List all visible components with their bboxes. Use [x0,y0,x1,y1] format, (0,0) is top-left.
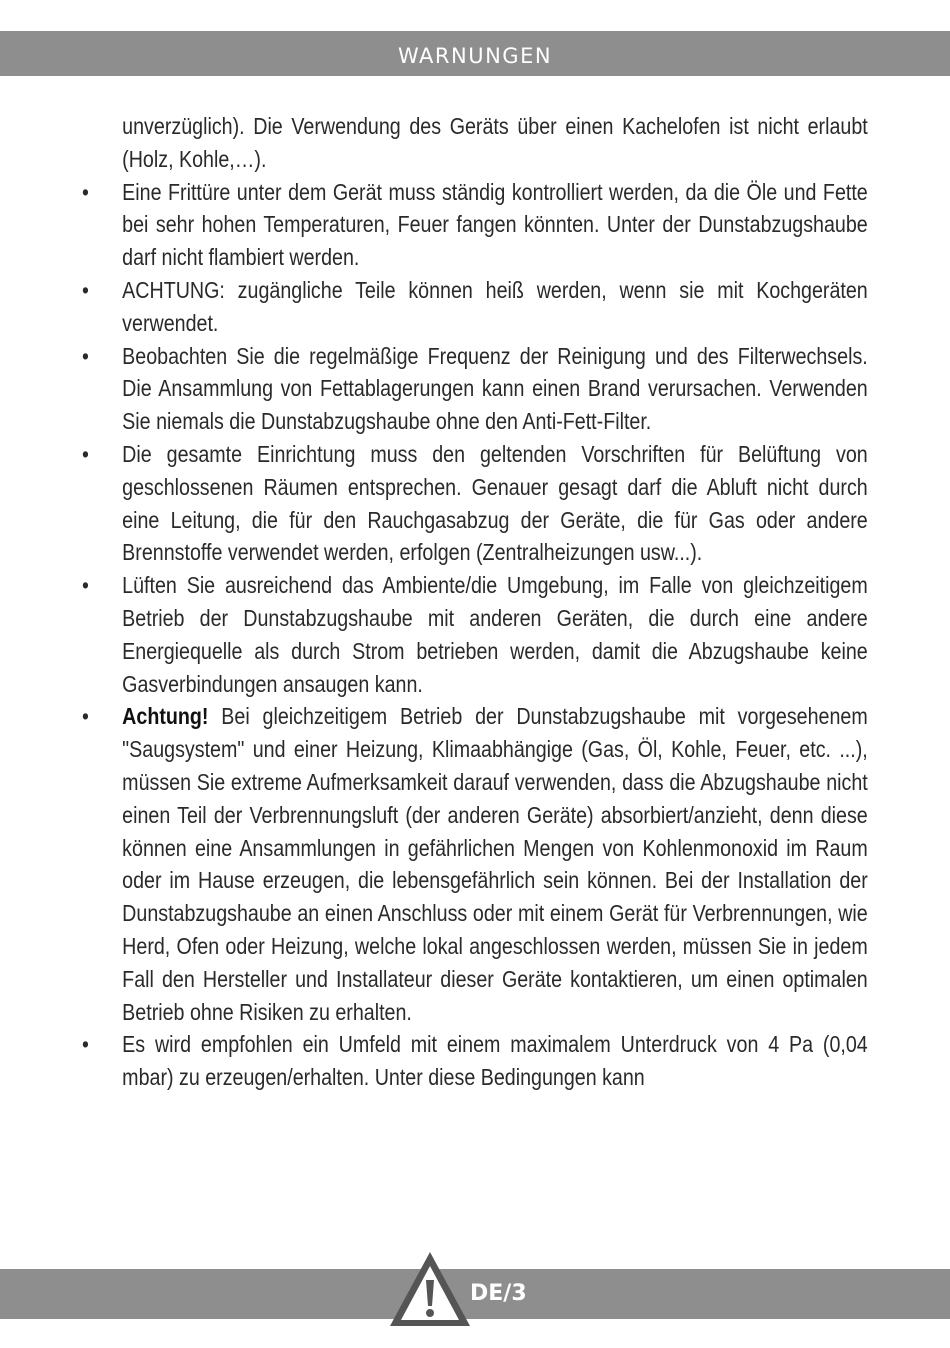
list-item [82,700,868,1028]
bullet: • [82,572,89,599]
list-item [82,438,868,569]
list-item [82,340,868,438]
list-item [82,274,868,340]
list-item [82,569,868,700]
bullet: • [82,440,89,467]
page-number: DE/3 [470,1281,527,1306]
page-header-title: WARNUNGEN [397,43,553,68]
item-text: ACHTUNG: zugängliche Teile können heiß werden, wenn sie mit Kochgeräten verwendet. [122,276,868,336]
list-item [82,176,868,274]
item-text: Lüften Sie ausreichend das Ambiente/die Umgebung, im Falle von gleichzeitigem Betrieb der Dunstabzugshaube mit anderen Geräten, die durch eine andere Energiequelle als durch Strom betrieben werden, damit die Abzugshaube keine Gasverbindungen ansaugen kann. [122,572,868,697]
bullet: • [82,703,89,730]
item-text: Beobachten Sie die regelmäßige Frequenz der Reinigung und des Filterwechsels. Die Ansammlung von Fettablagerungen kann einen Brand verursachen. Verwenden Sie niemals die Dunstabzugshaube ohne den Anti-Fett-Filter. [122,342,868,435]
item-text: Es wird empfohlen ein Umfeld mit einem maximalem Unterdruck von 4 Pa (0,04 mbar) zu erzeugen/erhalten. Unter diese Bedingungen kann [122,1031,868,1091]
warning-list [82,110,868,1094]
item-strong-label: Achtung! [122,703,209,730]
list-item [82,110,868,176]
bullet: • [82,178,89,205]
bullet: • [82,276,89,303]
item-text: unverzüglich). Die Verwendung des Geräts über einen Kachelofen ist nicht erlaubt (Holz, Kohle,…). [122,113,868,172]
list-item [82,1028,868,1094]
item-text: Eine Frittüre unter dem Gerät muss ständig kontrolliert werden, da die Öle und Fette bei sehr hohen Temperaturen, Feuer fangen könnten. Unter der Dunstabzugshaube darf nicht flambiert werden. [122,178,868,271]
bullet: • [82,1031,89,1058]
header-bar [0,31,950,76]
item-text: Die gesamte Einrichtung muss den geltenden Vorschriften für Belüftung von geschlossenen Räumen entsprechen. Genauer gesagt darf die Abluft nicht durch eine Leitung, die für den Rauchgasabzug der Geräte, die für Gas oder andere Brennstoffe verwendet werden, erfolgen (Zentralheizungen usw...). [122,440,868,566]
item-text: Bei gleichzeitigem Betrieb der Dunstabzugshaube mit vorgesehenem "Saugsystem" und einer Heizung, Klimaabhängige (Gas, Öl, Kohle, Feuer, etc. ...), müssen Sie extreme Aufmerksamkeit darauf verwenden, dass die Abzugshaube nicht einen Teil der Verbrennungsluft (der anderen Geräte) absorbiert/anzieht, denn diese können eine Ansammlungen in gefährlichen Mengen von Kohlenmonoxid im Raum oder im Hause erzeugen, die lebensgefährlich sein können. Bei der Installation der Dunstabzugshaube an einen Anschluss oder mit einem Gerät für Verbrennungen, wie Herd, Ofen oder Heizung, welche lokal angeschlossen werden, müssen Sie in jedem Fall den Hersteller und Installateur dieser Geräte kontaktieren, um einen optimalen Betrieb ohne Risiken zu erhalten. [122,703,868,1025]
bullet: • [82,342,89,369]
warning-triangle-icon [388,1250,472,1328]
